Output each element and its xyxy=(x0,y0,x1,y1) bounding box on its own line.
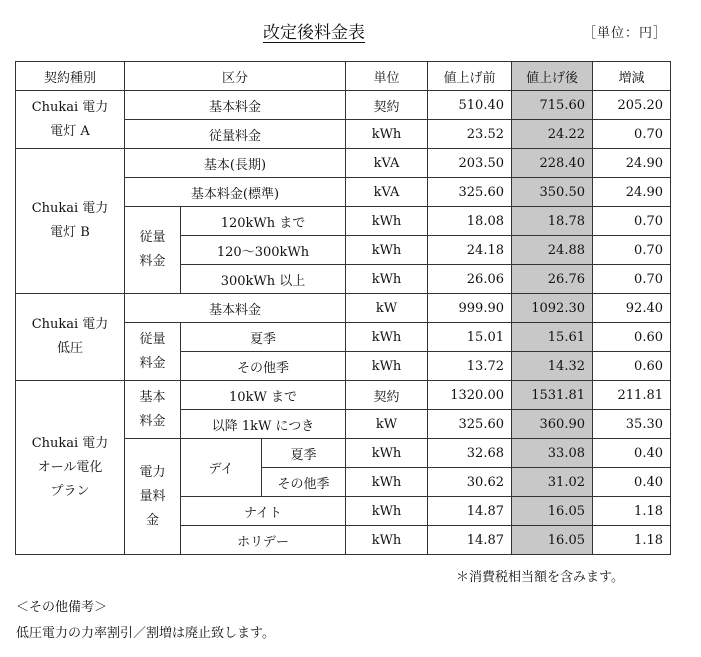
row-after: 228.40 xyxy=(512,149,593,178)
row-label: 以降 1kW につき xyxy=(181,410,346,439)
row-after: 715.60 xyxy=(512,91,593,120)
row-unit: kWh xyxy=(346,120,428,149)
table-row xyxy=(16,149,671,178)
header-row xyxy=(16,62,671,91)
row-unit: kWh xyxy=(346,468,428,497)
row-label: ナイト xyxy=(181,497,346,526)
row-before: 23.52 xyxy=(428,120,512,149)
row-after: 33.08 xyxy=(512,439,593,468)
row-unit: 契約 xyxy=(346,381,428,410)
row-unit: kW xyxy=(346,294,428,323)
row-label: 120～300kWh xyxy=(181,236,346,265)
row-before: 13.72 xyxy=(428,352,512,381)
row-unit: kWh xyxy=(346,526,428,555)
row-diff: 0.70 xyxy=(593,120,671,149)
row-label: 基本料金 xyxy=(125,91,346,120)
row-diff: 0.60 xyxy=(593,323,671,352)
group-denryoku-all: 電力 量料 金 xyxy=(125,439,181,555)
row-unit: kWh xyxy=(346,265,428,294)
row-after: 360.90 xyxy=(512,410,593,439)
row-label: 従量料金 xyxy=(125,120,346,149)
row-diff: 0.60 xyxy=(593,352,671,381)
row-unit: kWh xyxy=(346,352,428,381)
row-unit: kWh xyxy=(346,323,428,352)
header-after: 値上げ後 xyxy=(512,62,593,91)
row-label: その他季 xyxy=(262,468,346,497)
row-label: 300kWh 以上 xyxy=(181,265,346,294)
contract-dento-a: Chukai 電力 電灯 A xyxy=(16,91,125,149)
row-after: 24.88 xyxy=(512,236,593,265)
row-before: 30.62 xyxy=(428,468,512,497)
row-unit: kVA xyxy=(346,178,428,207)
row-after: 24.22 xyxy=(512,120,593,149)
row-before: 24.18 xyxy=(428,236,512,265)
contract-teiatsu: Chukai 電力 低圧 xyxy=(16,294,125,381)
row-diff: 0.40 xyxy=(593,439,671,468)
row-diff: 0.70 xyxy=(593,265,671,294)
row-diff: 0.70 xyxy=(593,207,671,236)
header-diff: 増減 xyxy=(593,62,671,91)
row-unit: 契約 xyxy=(346,91,428,120)
header-before: 値上げ前 xyxy=(428,62,512,91)
row-before: 510.40 xyxy=(428,91,512,120)
row-diff: 24.90 xyxy=(593,149,671,178)
row-unit: kWh xyxy=(346,207,428,236)
row-after: 18.78 xyxy=(512,207,593,236)
row-before: 18.08 xyxy=(428,207,512,236)
other-notes-heading: ＜その他備考＞ xyxy=(16,600,108,615)
row-diff: 24.90 xyxy=(593,178,671,207)
rate-table xyxy=(15,61,671,555)
row-diff: 0.40 xyxy=(593,468,671,497)
row-before: 1320.00 xyxy=(428,381,512,410)
row-label: 夏季 xyxy=(262,439,346,468)
row-label: 基本料金 xyxy=(125,294,346,323)
row-after: 1531.81 xyxy=(512,381,593,410)
row-after: 26.76 xyxy=(512,265,593,294)
group-kihon-all: 基本 料金 xyxy=(125,381,181,439)
row-label: 10kW まで xyxy=(181,381,346,410)
table-row xyxy=(16,381,671,410)
row-after: 15.61 xyxy=(512,323,593,352)
row-diff: 211.81 xyxy=(593,381,671,410)
row-diff: 1.18 xyxy=(593,526,671,555)
row-label: ホリデー xyxy=(181,526,346,555)
row-after: 31.02 xyxy=(512,468,593,497)
tax-note: ＊消費税相当額を含みます。 xyxy=(456,570,624,585)
row-diff: 1.18 xyxy=(593,497,671,526)
row-after: 14.32 xyxy=(512,352,593,381)
table-row xyxy=(16,91,671,120)
row-before: 14.87 xyxy=(428,526,512,555)
row-unit: kWh xyxy=(346,236,428,265)
group-juryo-t: 従量 料金 xyxy=(125,323,181,381)
row-diff: 205.20 xyxy=(593,91,671,120)
row-diff: 35.30 xyxy=(593,410,671,439)
row-before: 203.50 xyxy=(428,149,512,178)
group-day: デイ xyxy=(181,439,262,497)
row-label: 120kWh まで xyxy=(181,207,346,236)
header-contract: 契約種別 xyxy=(16,62,125,91)
row-label: 基本料金(標準) xyxy=(125,178,346,207)
contract-dento-b: Chukai 電力 電灯 B xyxy=(16,149,125,294)
row-after: 16.05 xyxy=(512,497,593,526)
row-label: 夏季 xyxy=(181,323,346,352)
row-after: 1092.30 xyxy=(512,294,593,323)
row-after: 350.50 xyxy=(512,178,593,207)
row-diff: 92.40 xyxy=(593,294,671,323)
row-before: 26.06 xyxy=(428,265,512,294)
row-before: 15.01 xyxy=(428,323,512,352)
row-after: 16.05 xyxy=(512,526,593,555)
row-before: 325.60 xyxy=(428,410,512,439)
header-category: 区分 xyxy=(125,62,346,91)
row-unit: kWh xyxy=(346,497,428,526)
other-notes-line: 低圧電力の力率割引／割増は廃止致します。 xyxy=(16,626,275,641)
page-title: 改定後料金表 xyxy=(263,23,365,43)
row-unit: kW xyxy=(346,410,428,439)
group-juryo-b: 従量 料金 xyxy=(125,207,181,294)
row-diff: 0.70 xyxy=(593,236,671,265)
row-unit: kVA xyxy=(346,149,428,178)
contract-all-denka: Chukai 電力 オール電化 プラン xyxy=(16,381,125,555)
table-row xyxy=(16,294,671,323)
row-label: その他季 xyxy=(181,352,346,381)
row-unit: kWh xyxy=(346,439,428,468)
header-unit: 単位 xyxy=(346,62,428,91)
row-label: 基本(長期) xyxy=(125,149,346,178)
row-before: 32.68 xyxy=(428,439,512,468)
row-before: 999.90 xyxy=(428,294,512,323)
unit-note: ［単位：円］ xyxy=(583,26,668,41)
row-before: 14.87 xyxy=(428,497,512,526)
row-before: 325.60 xyxy=(428,178,512,207)
